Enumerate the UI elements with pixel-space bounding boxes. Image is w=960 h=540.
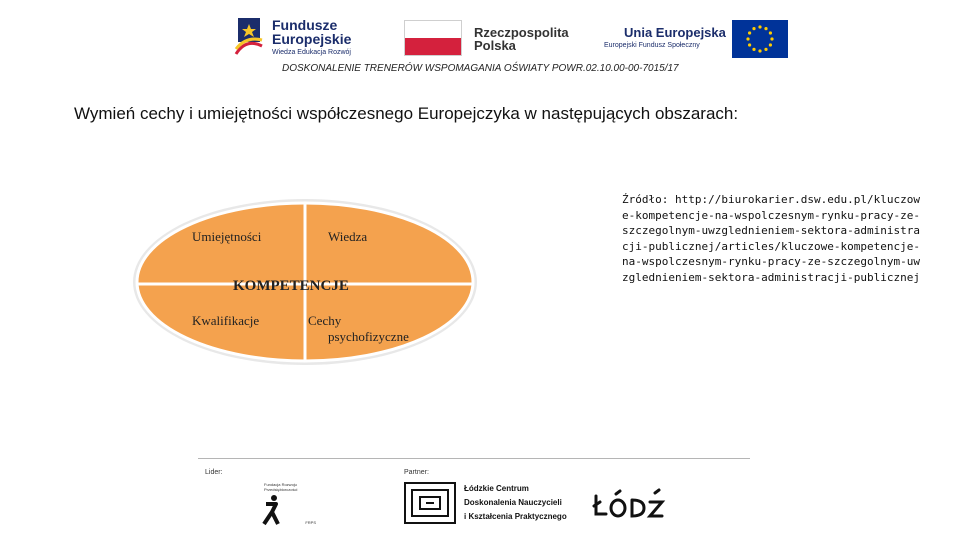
fe-logo-line2: Europejskie xyxy=(272,31,352,47)
lcdn-logo-line3: i Kształcenia Praktycznego xyxy=(464,512,567,521)
leader-logo-line2: Przedsiębiorczości xyxy=(264,487,298,492)
fundusze-europejskie-logo xyxy=(234,14,374,60)
lodz-city-logo xyxy=(592,488,672,524)
leader-label: Lider: xyxy=(205,469,223,476)
leader-logo xyxy=(256,480,320,528)
lcdn-logo-line1: Łódzkie Centrum xyxy=(464,484,529,493)
footer-divider xyxy=(198,458,750,459)
lcdn-logo xyxy=(404,482,567,526)
lodz-logo-icon xyxy=(592,488,672,524)
ue-logo-line2: Europejski Fundusz Społeczny xyxy=(604,42,700,49)
leader-logo-line1: Fundacja Rozwoju xyxy=(264,482,297,487)
fe-logo-line3: Wiedza Edukacja Rozwój xyxy=(272,49,351,56)
ue-logo-line1: Unia Europejska xyxy=(624,25,726,40)
fe-star-icon xyxy=(234,16,264,56)
lcdn-square-icon xyxy=(404,482,456,524)
label-wiedza: Wiedza xyxy=(328,229,368,244)
main-question: Wymień cechy i umiejętności współczesnego Europejczyka w następujących obszarach: xyxy=(74,104,739,123)
project-code-line: DOSKONALENIE TRENERÓW WSPOMAGANIA OŚWIATY POWR.02.10.00-00-7015/17 xyxy=(282,63,679,74)
rp-logo-line2: Polska xyxy=(474,38,516,53)
runner-icon xyxy=(260,494,284,526)
rp-logo-line1: Rzeczpospolita xyxy=(474,25,569,40)
eu-flag-icon xyxy=(732,20,788,58)
competence-diagram xyxy=(130,196,480,368)
label-kompetencje: KOMPETENCJE xyxy=(233,278,349,294)
label-cechy: Cechy xyxy=(308,313,342,328)
unia-europejska-logo xyxy=(602,20,792,60)
partner-label: Partner: xyxy=(404,469,429,476)
polish-flag-icon xyxy=(404,20,462,56)
leader-logo-line3: FRPS xyxy=(305,520,316,525)
fe-logo-line1: Fundusze xyxy=(272,17,338,33)
label-kwalifikacje: Kwalifikacje xyxy=(192,313,260,328)
label-psychofizyczne: psychofizyczne xyxy=(328,329,409,344)
source-citation: Źródło: http://biurokarier.dsw.edu.pl/kluczowe-kompetencje-na-wspolczesnym-rynku-pracy-ze-szczegolnym-uwzglednieniem-sektora-administracji-publicznej/articles/kluczowe-kompetencje-na-wspolczesnym-rynku-pracy-ze-szczegolnym-uwzglednieniem-sektora-administracji-publicznej xyxy=(622,193,921,284)
label-umiejetnosci: Umiejętności xyxy=(192,229,262,244)
rzeczpospolita-polska-logo xyxy=(404,20,574,60)
lcdn-logo-line2: Doskonalenia Nauczycieli xyxy=(464,498,562,507)
